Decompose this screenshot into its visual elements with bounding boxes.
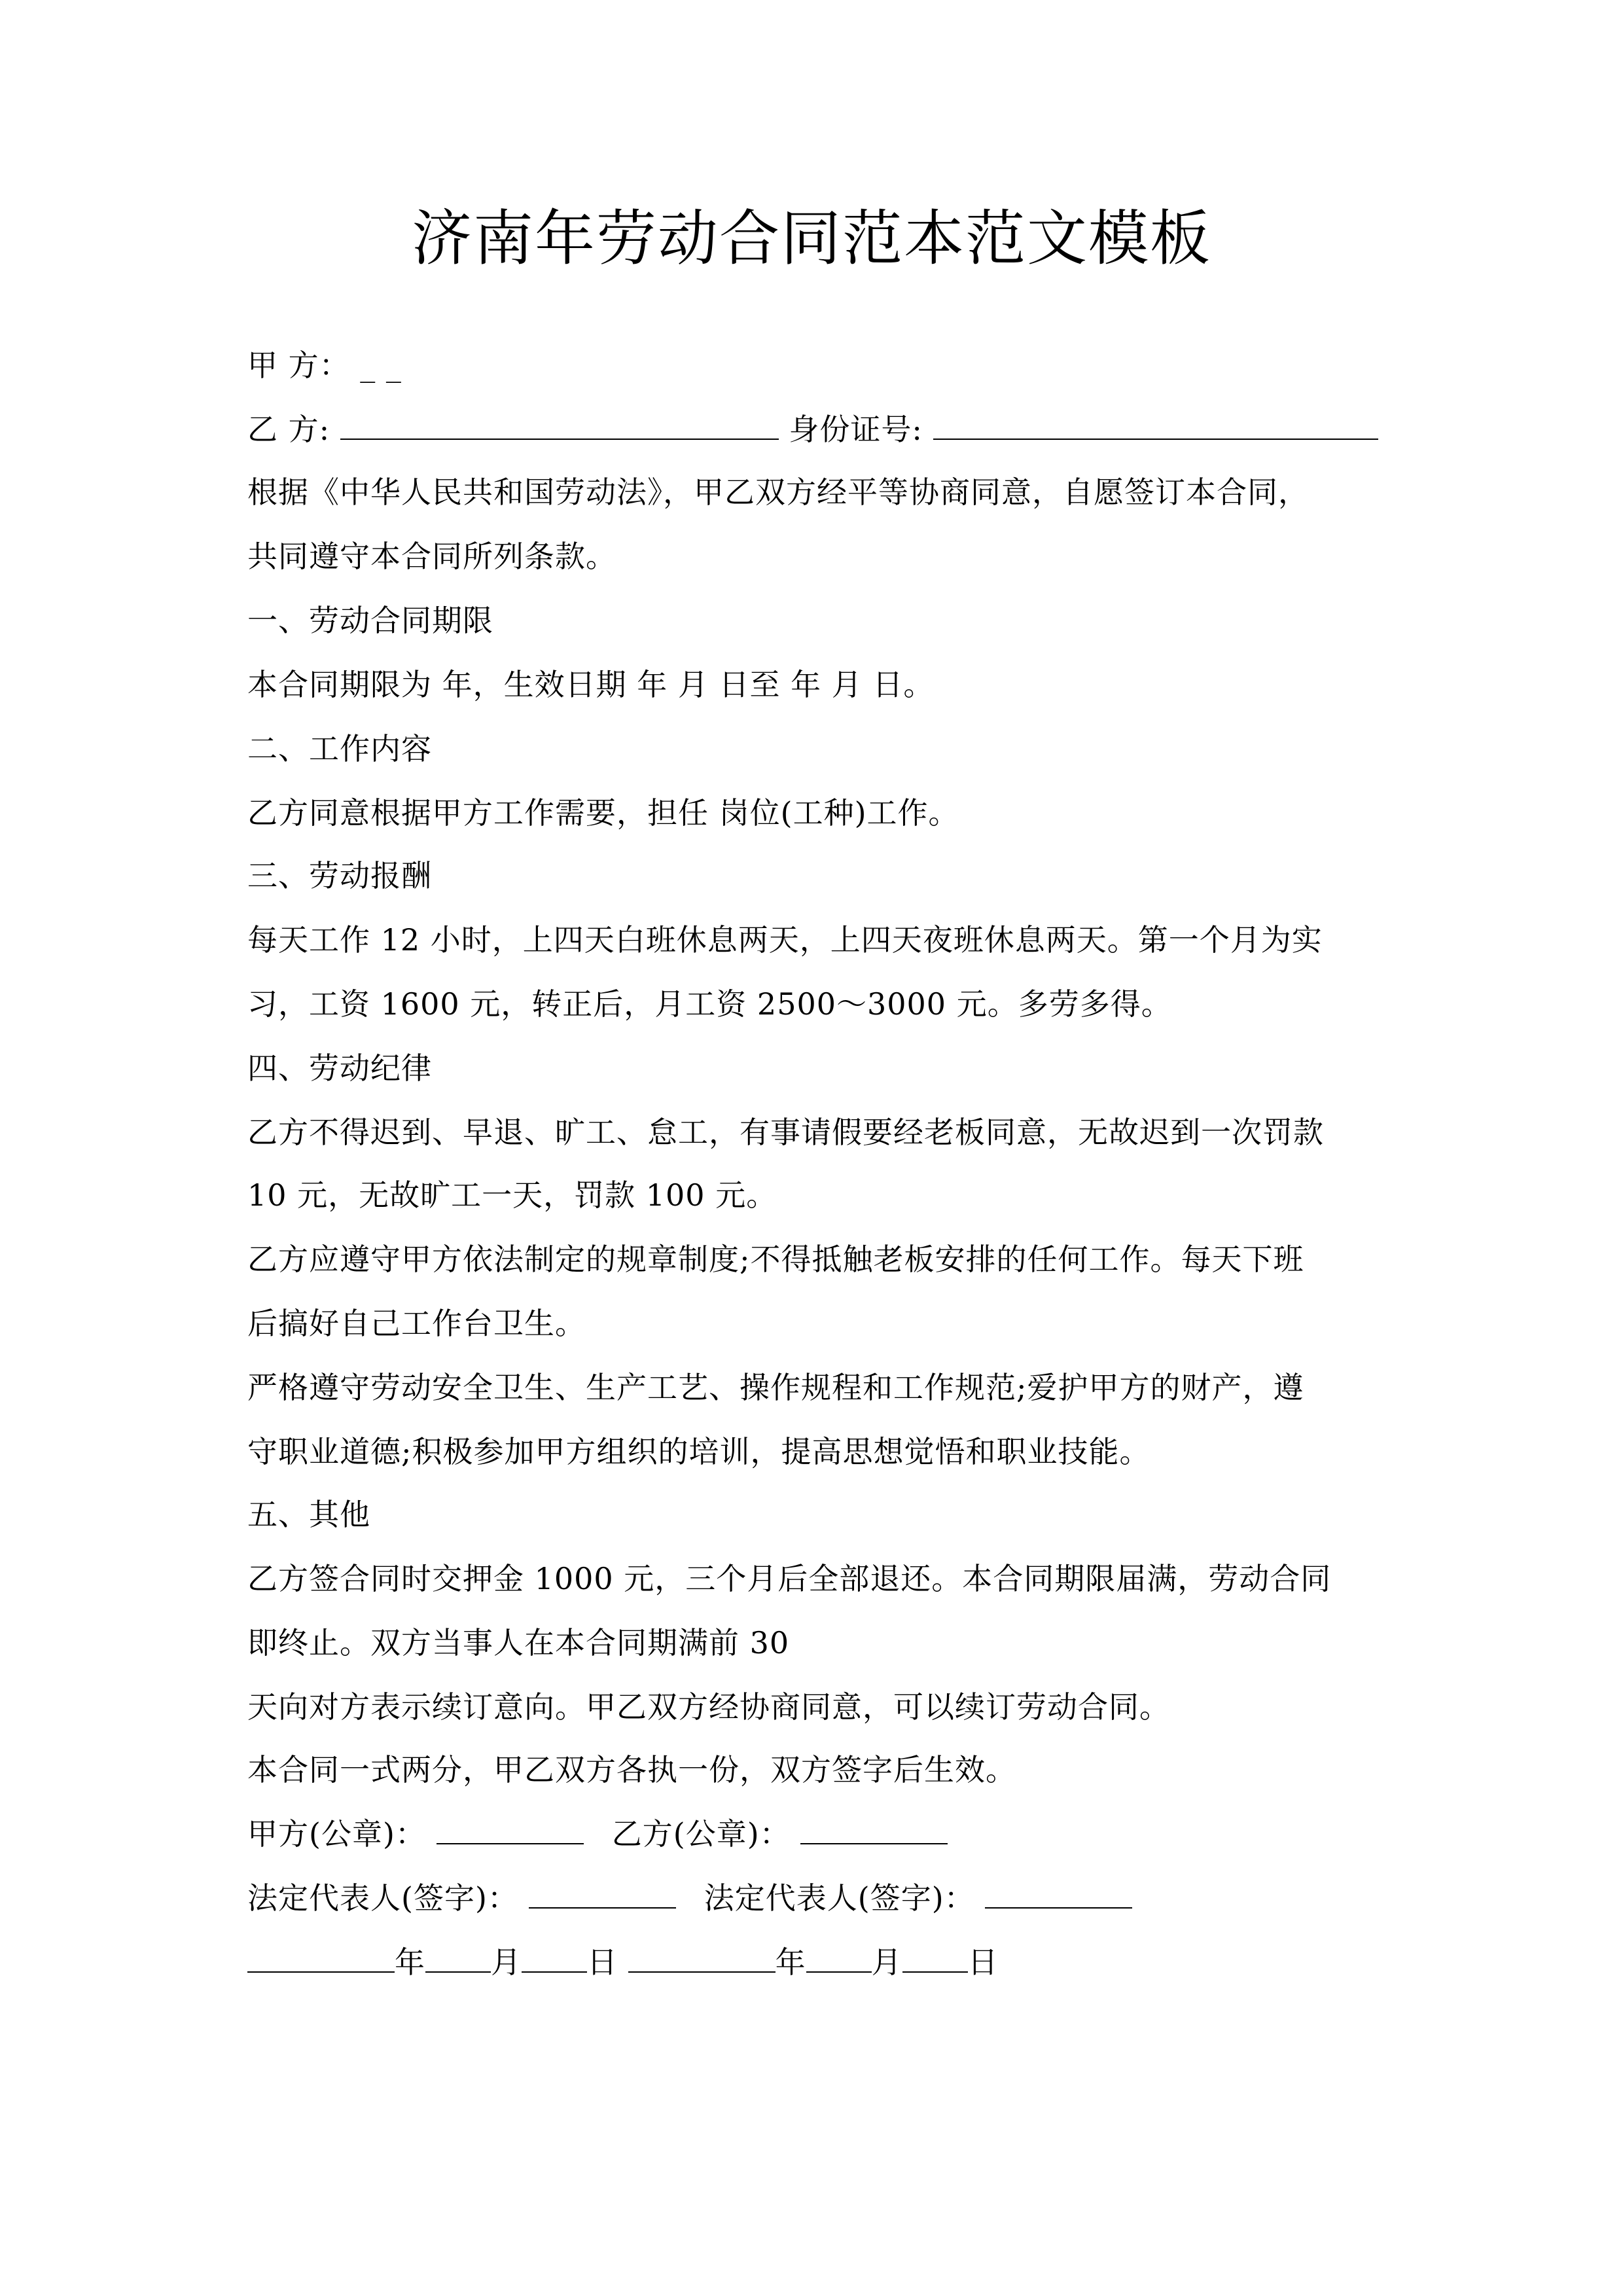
party-a-day-blank	[522, 1943, 587, 1973]
party-b-blank	[340, 410, 779, 440]
party-a-seal-label: 甲方(公章)：	[247, 1816, 426, 1852]
paragraph-line: 本合同期限为 年，生效日期 年 月 日至 年 月 日。	[247, 667, 935, 702]
paragraph-line: 守职业道德;积极参加甲方组织的培训，提高思想觉悟和职业技能。	[247, 1434, 1150, 1469]
paragraph-line: 即终止。双方当事人在本合同期满前 30	[247, 1625, 790, 1660]
paragraph-line: 每天工作 12 小时，上四天白班休息两天，上四天夜班休息两天。第一个月为实	[247, 922, 1323, 958]
party-b-label: 乙 方:	[247, 412, 330, 447]
paragraph-line: 乙方应遵守甲方依法制定的规章制度;不得抵触老板安排的任何工作。每天下班	[247, 1242, 1304, 1277]
intro-line-1: 根据《中华人民共和国劳动法》，甲乙双方经平等协商同意，自愿签订本合同，	[247, 475, 1309, 510]
month-label: 月	[491, 1945, 522, 1980]
party-b-rep-blank	[985, 1878, 1132, 1909]
section-heading: 一、劳动合同期限	[247, 603, 493, 638]
party-a-rep-label: 法定代表人(签字)：	[247, 1880, 518, 1916]
party-b-line	[247, 410, 1378, 449]
year-label: 年	[775, 1945, 806, 1980]
id-number-label: 身份证号:	[789, 412, 923, 447]
paragraph-line: 本合同一式两分，甲乙双方各执一份，双方签字后生效。	[247, 1752, 1016, 1787]
month-label: 月	[871, 1945, 902, 1980]
party-b-seal-blank	[800, 1814, 948, 1844]
party-a-line	[247, 346, 402, 385]
party-a-year-blank	[247, 1943, 395, 1973]
id-number-blank	[933, 410, 1378, 440]
party-a-seal-blank	[437, 1814, 584, 1844]
party-a-month-blank	[425, 1943, 491, 1973]
date-line	[247, 1943, 999, 1982]
party-b-seal-label: 乙方(公章)：	[611, 1816, 791, 1852]
intro-line-2: 共同遵守本合同所列条款。	[247, 539, 616, 574]
party-b-day-blank	[902, 1943, 968, 1973]
party-b-year-blank	[628, 1943, 776, 1973]
paragraph-line: 习，工资 1600 元，转正后，月工资 2500～3000 元。多劳多得。	[247, 986, 1172, 1022]
paragraph-line: 乙方不得迟到、早退、旷工、怠工，有事请假要经老板同意，无故迟到一次罚款	[247, 1115, 1324, 1150]
party-b-rep-label: 法定代表人(签字)：	[704, 1880, 975, 1916]
party-b-month-blank	[806, 1943, 872, 1973]
party-a-rep-blank	[529, 1878, 676, 1909]
section-heading: 二、工作内容	[247, 731, 432, 766]
day-label: 日	[587, 1945, 618, 1980]
paragraph-line: 乙方签合同时交押金 1000 元，三个月后全部退还。本合同期限届满，劳动合同	[247, 1561, 1332, 1596]
paragraph-line: 严格遵守劳动安全卫生、生产工艺、操作规程和工作规范;爱护甲方的财产，遵	[247, 1370, 1304, 1405]
paragraph-line: 10 元，无故旷工一天，罚款 100 元。	[247, 1177, 777, 1213]
paragraph-line: 乙方同意根据甲方工作需要，担任 岗位(工种)工作。	[247, 795, 959, 831]
section-heading: 三、劳动报酬	[247, 858, 432, 893]
section-heading: 五、其他	[247, 1497, 370, 1532]
representative-line	[247, 1878, 1132, 1918]
year-label: 年	[395, 1945, 425, 1980]
day-label: 日	[967, 1945, 999, 1980]
paragraph-line: 天向对方表示续订意向。甲乙双方经协商同意，可以续订劳动合同。	[247, 1689, 1170, 1725]
party-a-value: _ _	[360, 348, 402, 383]
party-a-label: 甲 方：	[247, 348, 350, 383]
document-title: 济南年劳动合同范本范文模板	[411, 204, 1211, 274]
section-heading: 四、劳动纪律	[247, 1050, 432, 1086]
paragraph-line: 后搞好自己工作台卫生。	[247, 1306, 586, 1341]
seal-line	[247, 1814, 948, 1854]
